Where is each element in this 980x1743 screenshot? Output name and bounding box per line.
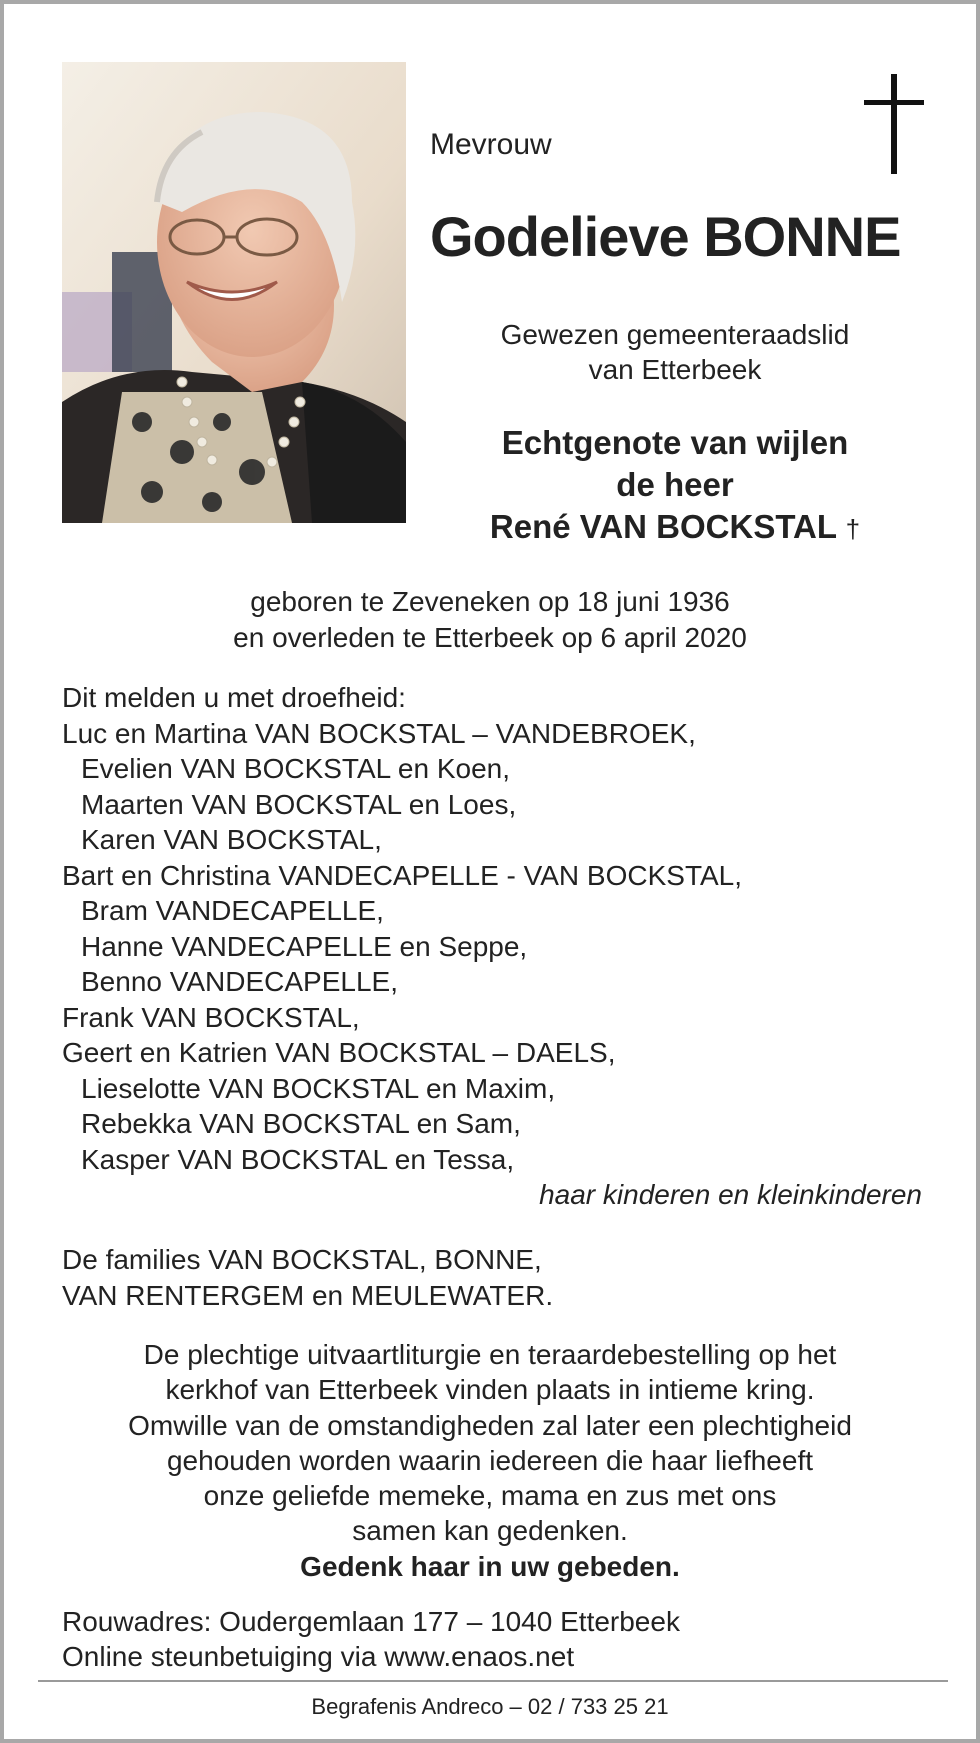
family-announcement <box>62 680 922 1213</box>
divider <box>38 1680 948 1682</box>
notice-emphasis: Gedenk haar in uw gebeden. <box>300 1550 680 1582</box>
function-line: van Etterbeek <box>588 354 762 385</box>
birth-line: geboren te Zeveneken op 18 juni 1936 <box>250 586 730 617</box>
funeral-home-footer: Begrafenis Andreco – 02 / 733 25 21 <box>311 1694 669 1719</box>
family-line: Evelien VAN BOCKSTAL en Koen, <box>81 753 511 784</box>
function-title <box>430 317 920 387</box>
family-closing: haar kinderen en kleinkinderen <box>539 1179 922 1210</box>
family-line: Maarten VAN BOCKSTAL en Loes, <box>81 788 517 820</box>
family-line: Geert en Katrien VAN BOCKSTAL – DAELS, <box>62 1037 616 1068</box>
spouse-line: Echtgenote van wijlen <box>501 424 849 461</box>
family-line: Karen VAN BOCKSTAL, <box>81 824 382 855</box>
spouse-line: de heer <box>616 466 734 503</box>
notice-line: samen kan gedenken. <box>352 1515 628 1547</box>
family-line: Rebekka VAN BOCKSTAL en Sam, <box>81 1108 521 1139</box>
dagger-icon: † <box>845 514 861 544</box>
salutation: Mevrouw <box>430 128 552 161</box>
spouse-name: René VAN BOCKSTAL <box>489 508 837 545</box>
death-line: en overleden te Etterbeek op 6 april 2020 <box>233 622 747 653</box>
notice-line: kerkhof van Etterbeek vinden plaats in intieme kring. <box>165 1374 815 1406</box>
notice-line: onze geliefde memeke, mama en zus met ons <box>203 1480 777 1512</box>
family-line: Hanne VANDECAPELLE en Seppe, <box>81 930 528 962</box>
notice-line: De plechtige uitvaartliturgie en teraardebestelling op het <box>143 1339 837 1370</box>
families-line: De families VAN BOCKSTAL, BONNE, <box>62 1244 542 1275</box>
family-line: Lieselotte VAN BOCKSTAL en Maxim, <box>81 1072 556 1104</box>
cross-icon <box>864 74 924 174</box>
family-line: Kasper VAN BOCKSTAL en Tessa, <box>81 1143 515 1175</box>
spouse-info <box>430 422 920 550</box>
family-line: Frank VAN BOCKSTAL, <box>62 1001 360 1033</box>
birth-death-info <box>4 584 976 656</box>
function-line: Gewezen gemeenteraadslid <box>500 319 850 350</box>
spouse-name-line <box>430 506 920 550</box>
family-line: Bart en Christina VANDECAPELLE - VAN BOCKSTAL, <box>62 859 743 891</box>
address-line: Rouwadres: Oudergemlaan 177 – 1040 Etterbeek <box>62 1606 680 1637</box>
family-line: Luc en Martina VAN BOCKSTAL – VANDEBROEK, <box>62 717 696 749</box>
notice-line: Omwille van de omstandigheden zal later een plechtigheid <box>128 1409 852 1441</box>
portrait-photo <box>62 62 406 523</box>
families-line: VAN RENTERGEM en MEULEWATER. <box>62 1280 554 1311</box>
online-condolence-line: Online steunbetuiging via www.enaos.net <box>62 1641 575 1672</box>
family-intro: Dit melden u met droefheid: <box>62 682 406 713</box>
family-line: Benno VANDECAPELLE, <box>81 966 398 997</box>
extended-families <box>62 1242 553 1314</box>
family-line: Bram VANDECAPELLE, <box>81 895 384 926</box>
notice-line: gehouden worden waarin iedereen die haar liefheeft <box>166 1444 814 1476</box>
deceased-name: Godelieve BONNE <box>430 205 901 268</box>
mourning-address <box>62 1604 680 1674</box>
funeral-notice <box>4 1337 976 1584</box>
